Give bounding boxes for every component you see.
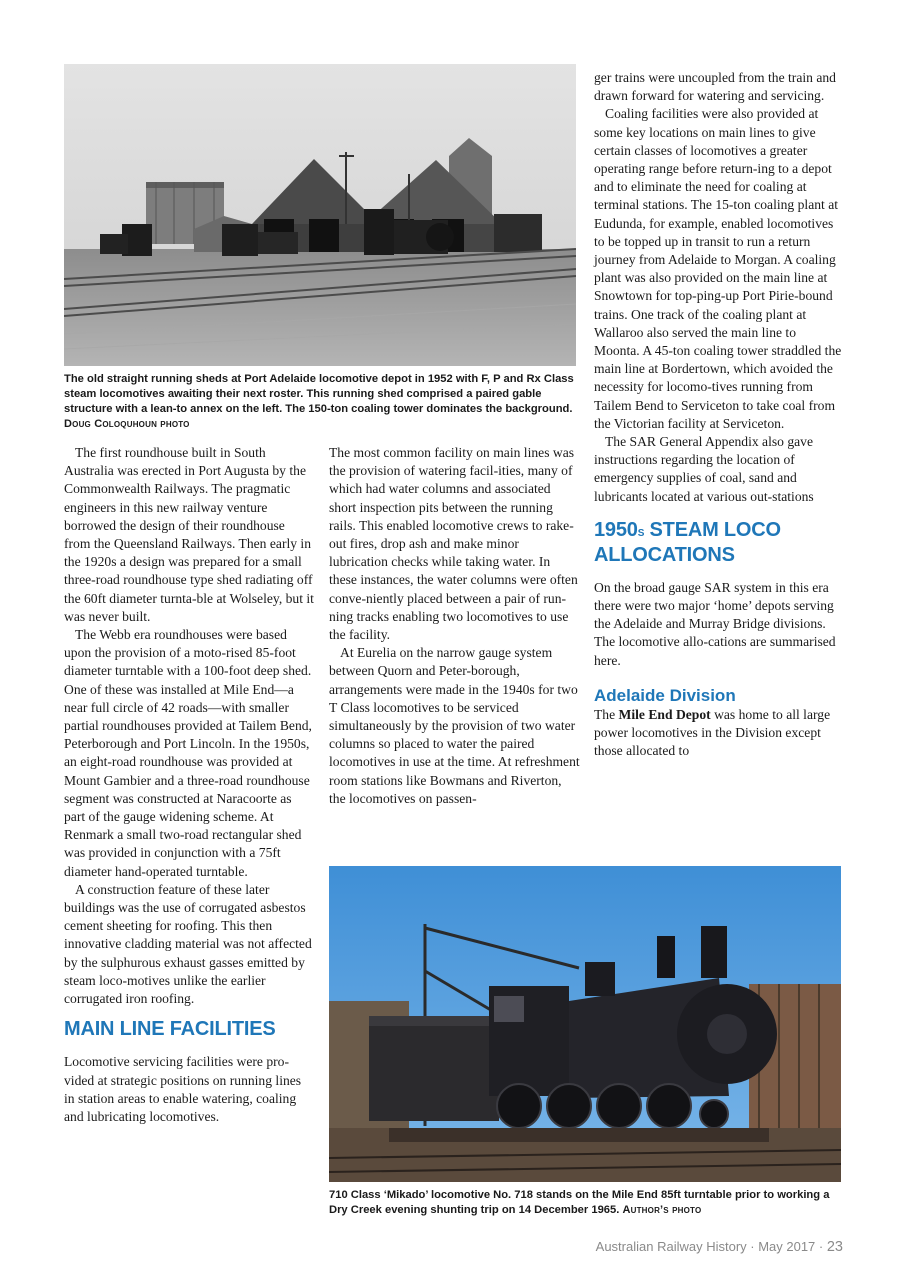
col3-paragraph-3: The SAR General Appendix also gave instructions regarding the location of emergency supplies of coal, sand and lubricants located at various out-stations <box>594 434 814 504</box>
main-line-facilities-heading: MAIN LINE FACILITIES <box>64 1018 276 1041</box>
p5-post: was home to all large power locomotives in the Division except those allocated to <box>594 706 831 759</box>
col3-paragraph-5 <box>594 706 844 761</box>
steam-loco-allocations-heading <box>594 518 844 567</box>
heading-year: 1950 <box>594 518 638 541</box>
col1-paragraph-1: The first roundhouse built in South Australia was erected in Port Augusta by the Commonwealth Railways. The pragmatic engineers in this new railway venture borrowed the design of their roundhouse from the Queensland Railways. Then early in the 1920s a design was prepared for a small three-road roundhouse type shed radiating off the 60ft diameter turnta-ble at Wolseley, but it was never built. <box>64 445 314 624</box>
col3-paragraph-2: Coaling facilities were also provided at some key locations on main lines to give certain classes of locomotives a greater operating range before return-ing to a depot and to eliminate the need for coaling at terminal stations. The 15-ton coaling plant at Eudunda, for example, enabled locomotives to be topped up in transit to run a return journey from Adelaide to Morgan. A coaling plant was also provided on the main line at Snowtown for top-ping-up Port Pirie-bound trains. One track of the coaling plant at Wallaroo also served the main line to Moonta. A 45-ton coaling tower straddled the main line at Bordertown, which avoided the necessity for locomo-tives running from Tailem Bend to Serviceton to take coal from the Victorian facility at Serviceton. <box>594 106 842 431</box>
p5-pre: The <box>594 706 619 722</box>
bottom-photo-credit: Author’s photo <box>622 1204 702 1216</box>
col1-paragraph-3: A construction feature of these later buildings was the use of corrugated asbestos cement sheeting for roofing. This then innovative cladding material was not affected by the sulphurous exhaust gasses emitted by steam loco-motives unlike the earlier corrugated iron roofing. <box>64 881 312 1007</box>
top-photo-caption-text: The old straight running sheds at Port Adelaide locomotive depot in 1952 with F, P and Rx Class steam locomotives awaiting their next roster. This running shed comprised a paired gable structure with a lean-to annex on the left. The 150-ton coaling tower dominates the background. <box>64 373 574 415</box>
top-photo-credit: Doug Coloquhoun photo <box>64 418 190 430</box>
top-photo-caption <box>64 372 578 432</box>
page-number: 23 <box>826 1239 843 1255</box>
heading-year-suffix: s <box>637 522 645 539</box>
adelaide-division-heading: Adelaide Division <box>594 685 736 705</box>
bottom-photo-caption <box>329 1188 841 1218</box>
col2-paragraph-2: At Eurelia on the narrow gauge system between Quorn and Peter-borough, arrangements were made in the 1940s for two T Class locomotives to be serviced simultaneously by the provision of two water columns so placed to water the paired locomotives in use at the time. At refreshment room stations like Bowmans and Riverton, the locomotives on passen- <box>329 645 580 806</box>
column-3 <box>594 69 844 761</box>
page-footer <box>596 1239 843 1255</box>
col3-paragraph-1: ger trains were uncoupled from the train and drawn forward for watering and servicing. <box>594 70 836 104</box>
top-photo <box>64 64 576 366</box>
bottom-photo <box>329 866 841 1182</box>
heading-rest: STEAM LOCO ALLOCATIONS <box>594 518 781 566</box>
footer-publication: Australian Railway History · May 2017 · <box>595 1239 827 1254</box>
col3-paragraph-4: On the broad gauge SAR system in this era there were two major ‘home’ depots serving the Adelaide and Murray Bridge divisions. The locomotive allo-cations are summarised here. <box>594 579 836 668</box>
mile-end-depot-bold: Mile End Depot <box>618 706 711 722</box>
bottom-photo-caption-text: 710 Class ‘Mikado’ locomotive No. 718 stands on the Mile End 85ft turntable prior to working a Dry Creek evening shunting trip on 14 December 1965. <box>329 1189 830 1216</box>
col2-paragraph-1: The most common facility on main lines was the provision of watering facil-ities, many of which had water columns and associated short inspection pits between the running rails. This enabled locomotive crews to rake-out fires, drop ash and make minor lubrication checks while taking water. In these instances, the water columns were often conve-niently placed between a pair of run-ning tracks enabling two locomotives to use the facility. <box>329 445 578 643</box>
col1-paragraph-4: Locomotive servicing facilities were pro-vided at strategic positions on running lines in station areas to enable watering, coaling and lubricating locomotives. <box>64 1054 302 1124</box>
column-2 <box>329 444 581 808</box>
col1-paragraph-2: The Webb era roundhouses were based upon the provision of a moto-rised 85-foot diameter turntable with a 100-foot deep shed. One of these was installed at Mile End—a near full circle of 42 roads—with smaller partial roundhouses provided at Tailem Bend, Peterborough and Port Lincoln. In the 1950s, an eight-road roundhouse was provided at Mount Gambier and a three-road roundhouse segment was constructed at Naracoorte as part of the gauge widening scheme. At Renmark a small two-road rectangular shed was provided in conjunction with a 75ft diameter hand-operated turntable. <box>64 627 312 879</box>
column-1 <box>64 444 314 1126</box>
